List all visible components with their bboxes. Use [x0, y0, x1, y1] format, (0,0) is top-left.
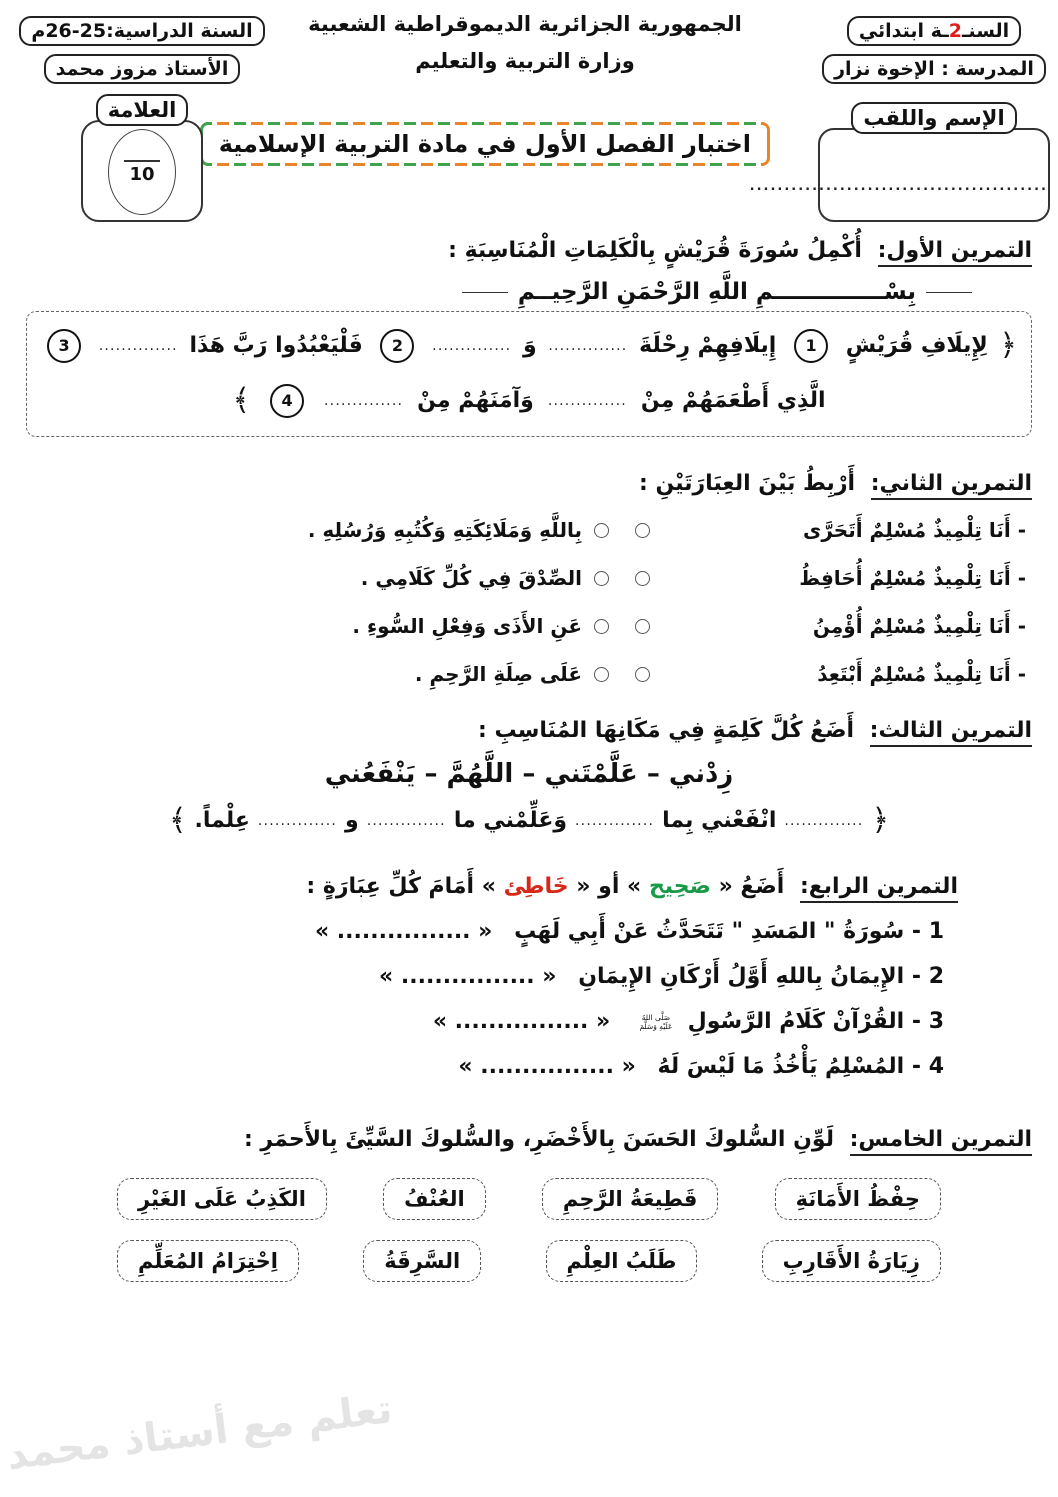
fill-blank: ..............: [257, 812, 338, 829]
match-answer-text: بِاللَّهِ وَمَلَائِكَتِهِ وَكُتُبِهِ وَرُسُلِهِ .: [307, 518, 582, 542]
instr-post: » أَمَامَ كُلِّ عِبَارَةٍ :: [306, 874, 496, 899]
answer-blank: « ................ »: [379, 964, 557, 989]
exam-title-box: [200, 122, 770, 166]
match-circle: [635, 571, 650, 586]
surah-quraysh-box: [26, 311, 1032, 437]
match-answer: [150, 566, 609, 590]
fill-blank: ..............: [432, 337, 512, 354]
sentence-text: عِلْماً.: [194, 808, 250, 833]
behavior-box: زِيَارَةُ الأَقَارِبِ: [762, 1240, 941, 1282]
name-entry-dots: ...........................................: [749, 179, 1048, 194]
basmala-line-left: [462, 292, 508, 293]
basmala-row: [26, 279, 1032, 305]
match-statement-text: - أَنَا تِلْمِيذٌ مُسْلِمٌ أُؤْمِنُ: [812, 614, 1026, 638]
word-bank: زِدْني – عَلَّمْتَني – اللَّهُمَّ – يَنْفَعُني: [324, 759, 734, 789]
exercise-5-instruction: لَوِّنِ السُّلوكَ الحَسَنَ بِالأَخْضَرِ، والسُّلوكَ السَّيِّئَ بِالأَحمَرِ :: [243, 1127, 834, 1152]
behavior-box: قَطِيعَةُ الرَّحِمِ: [542, 1178, 718, 1220]
exercise-1-header: [26, 238, 1032, 263]
match-circle: [594, 571, 609, 586]
true-false-item: [26, 919, 958, 944]
verse-text: لِإِيلَافِ قُرَيْشٍ: [845, 333, 988, 358]
exam-body: [0, 238, 1058, 1282]
exercise-1-title: التمرين الأول:: [878, 238, 1032, 267]
fill-blank: ..............: [575, 812, 655, 829]
surah-line-2: [41, 383, 1017, 418]
match-answer: [150, 614, 609, 638]
mark-label: العلامة: [96, 94, 189, 126]
verse-text: وَ: [522, 333, 537, 358]
exercise-3-title: التمرين الثالث:: [870, 718, 1032, 747]
item-text: القُرْآنْ كَلَامُ الرَّسُولِ: [687, 1009, 905, 1034]
mark-denominator: 10: [129, 163, 155, 185]
exercise-2-instruction: أَرْبِطُ بَيْنَ العِبَارَتَيْنِ :: [639, 471, 856, 496]
true-false-item: [26, 1054, 958, 1079]
match-statement-text: - أَنَا تِلْمِيذٌ مُسْلِمٌ أَتَحَرَّى: [803, 518, 1026, 542]
match-circle: [594, 619, 609, 634]
correct-word: صَحِيح: [648, 874, 711, 899]
match-circle: [594, 667, 609, 682]
match-circle: [635, 619, 650, 634]
exercise-5-header: [26, 1127, 1032, 1152]
fill-blank: ..............: [548, 337, 628, 354]
answer-blank: « ................ »: [458, 1054, 636, 1079]
ministry-title: وزارة التربية والتعليم: [415, 48, 635, 73]
exercise-4-header: [26, 874, 958, 899]
exercise-4-title: التمرين الرابع:: [800, 874, 958, 903]
quran-open-bracket: ﴿: [871, 803, 890, 838]
answer-blank: « ................ »: [314, 919, 493, 944]
ayah-marker-3: 3: [47, 329, 81, 363]
match-answer-text: عَنِ الأَذَى وَفِعْلِ السُّوءِ .: [352, 614, 582, 638]
match-statement: [635, 518, 1026, 542]
level-suffix: ـة ابتدائي: [858, 20, 949, 42]
grade-level-badge: [847, 16, 1021, 46]
quran-close-bracket: ﴾: [232, 383, 251, 418]
dua-sentence: [26, 803, 1032, 838]
exercise-3-header: [26, 718, 1032, 743]
behavior-row-1: [117, 1178, 941, 1220]
ayah-marker-4: 4: [270, 384, 304, 418]
level-number: 2: [948, 20, 962, 42]
behavior-box: اِحْتِرَامُ المُعَلِّمِ: [117, 1240, 299, 1282]
republic-title: الجمهورية الجزائرية الديموقراطية الشعبية: [308, 12, 742, 36]
exercise-3-instruction: أَضَعُ كُلَّ كَلِمَةٍ فِي مَكَانِهَا المُنَاسِبِ :: [478, 718, 854, 743]
ayah-marker-1: 1: [794, 329, 828, 363]
fill-blank: ..............: [366, 812, 446, 829]
fill-blank: ..............: [98, 337, 178, 354]
behavior-box: طَلَبُ العِلْمِ: [546, 1240, 698, 1282]
fill-blank: ..............: [547, 392, 627, 409]
behavior-box: حِفْظُ الأَمَانَةِ: [775, 1178, 941, 1220]
match-answer: [150, 518, 609, 542]
exercise-5-title: التمرين الخامس:: [850, 1127, 1032, 1156]
quran-close-bracket: ﴾: [168, 803, 187, 838]
sentence-text: و: [345, 808, 359, 833]
true-false-item: [26, 964, 958, 989]
sentence-text: وَعَلِّمْني ما: [453, 808, 568, 833]
exercise-2: [26, 471, 1032, 686]
fill-blank: ..............: [784, 812, 864, 829]
match-answer-text: عَلَى صِلَةِ الرَّحِمِ .: [414, 662, 582, 686]
header-left-block: [14, 16, 270, 222]
exercise-2-title: التمرين الثاني:: [871, 471, 1032, 500]
match-statement: [635, 662, 1026, 686]
behavior-box: العُنْفُ: [383, 1178, 486, 1220]
item-text: المُسْلِمُ يَأْخُذُ مَا لَيْسَ لَهُ: [657, 1054, 905, 1079]
item-text: الإِيمَانُ بِاللهِ أَوَّلُ أَرْكَانِ الإِيمَانِ: [578, 964, 905, 989]
answer-blank: « ................ »: [432, 1009, 611, 1034]
exercise-4: [26, 874, 1032, 1079]
instr-mid: » أو «: [576, 874, 642, 899]
level-prefix: السنـ: [961, 20, 1010, 42]
match-circle: [635, 667, 650, 682]
sentence-text: انْفَعْني بِما: [662, 808, 777, 833]
header-right-block: [749, 16, 1050, 222]
match-answer-text: الصِّدْقَ فِي كُلِّ كَلَامِي .: [360, 566, 582, 590]
exercise-1: [26, 238, 1032, 437]
matching-grid: [176, 518, 1026, 686]
mark-box: [81, 120, 203, 222]
name-entry-box: [749, 128, 1050, 222]
wrong-word: خَاطِئ: [503, 874, 569, 899]
item-number: 2 -: [911, 964, 944, 989]
header: [0, 0, 1058, 228]
verse-text: الَّذِي أَطْعَمَهُمْ مِنْ: [640, 388, 826, 413]
school-badge: المدرسة : الإخوة نزار: [822, 54, 1046, 84]
prophet-salutation-seal: صَلَّى اللهُ عَلَيْهِ وَسَلَّمَ: [639, 1013, 673, 1031]
match-statement: [635, 566, 1026, 590]
true-false-item: [26, 1009, 958, 1034]
verse-text: فَلْيَعْبُدُوا رَبَّ هَذَا: [189, 333, 363, 358]
teacher-badge: الأستاذ مزوز محمد: [44, 54, 241, 84]
behavior-box: السَّرِقَةُ: [363, 1240, 481, 1282]
basmala-line-right: [926, 292, 972, 293]
match-statement-text: - أَنَا تِلْمِيذٌ مُسْلِمٌ أُحَافِظُ: [799, 566, 1026, 590]
match-statement: [635, 614, 1026, 638]
exercise-1-instruction: أُكْمِلُ سُورَةَ قُرَيْشٍ بِالْكَلِمَاتِ الْمُنَاسِبَةِ :: [448, 238, 862, 263]
header-center-block: [218, 6, 770, 166]
exam-title: اختبار الفصل الأول في مادة التربية الإسلامية: [203, 125, 767, 163]
exercise-4-instruction: [306, 874, 784, 899]
match-statement-text: - أَنَا تِلْمِيذٌ مُسْلِمٌ أَبْتَعِدُ: [817, 662, 1026, 686]
instr-pre: أَضَعُ «: [718, 874, 785, 899]
match-circle: [635, 523, 650, 538]
exercise-3: [26, 718, 1032, 838]
match-answer: [150, 662, 609, 686]
exercise-2-header: [26, 471, 1032, 496]
surah-line-1: [41, 328, 1017, 363]
quran-open-bracket: ﴿: [999, 328, 1017, 363]
fill-blank: ..............: [324, 392, 404, 409]
mark-ellipse: [108, 129, 176, 215]
watermark: تعلم مع أستاذ محمد: [4, 1386, 395, 1479]
item-text: سُورَةُ " المَسَدِ " تَتَحَدَّثُ عَنْ أَبِي لَهَبٍ: [514, 919, 905, 944]
mark-fraction-line: [124, 160, 160, 162]
behavior-box: الكَذِبُ عَلَى الغَيْرِ: [117, 1178, 327, 1220]
school-year-badge: السنة الدراسية:25-26م: [19, 16, 264, 46]
name-surname-label: الإسم واللقب: [851, 102, 1016, 134]
item-number: 3 -: [911, 1009, 944, 1034]
ayah-marker-2: 2: [380, 329, 414, 363]
exercise-5: [26, 1127, 1032, 1282]
basmala-text: بِسْــــــــــــــمِ اللَّهِ الرَّحْمَنِ الرَّحِيــمِ: [517, 279, 916, 305]
verse-text: إِيلَافِهِمْ رِحْلَةَ: [639, 333, 777, 358]
match-circle: [594, 523, 609, 538]
verse-text: وَآمَنَهُمْ مِنْ: [417, 388, 534, 413]
item-number: 1 -: [911, 919, 944, 944]
item-number: 4 -: [911, 1054, 944, 1079]
behavior-row-2: [117, 1240, 941, 1282]
